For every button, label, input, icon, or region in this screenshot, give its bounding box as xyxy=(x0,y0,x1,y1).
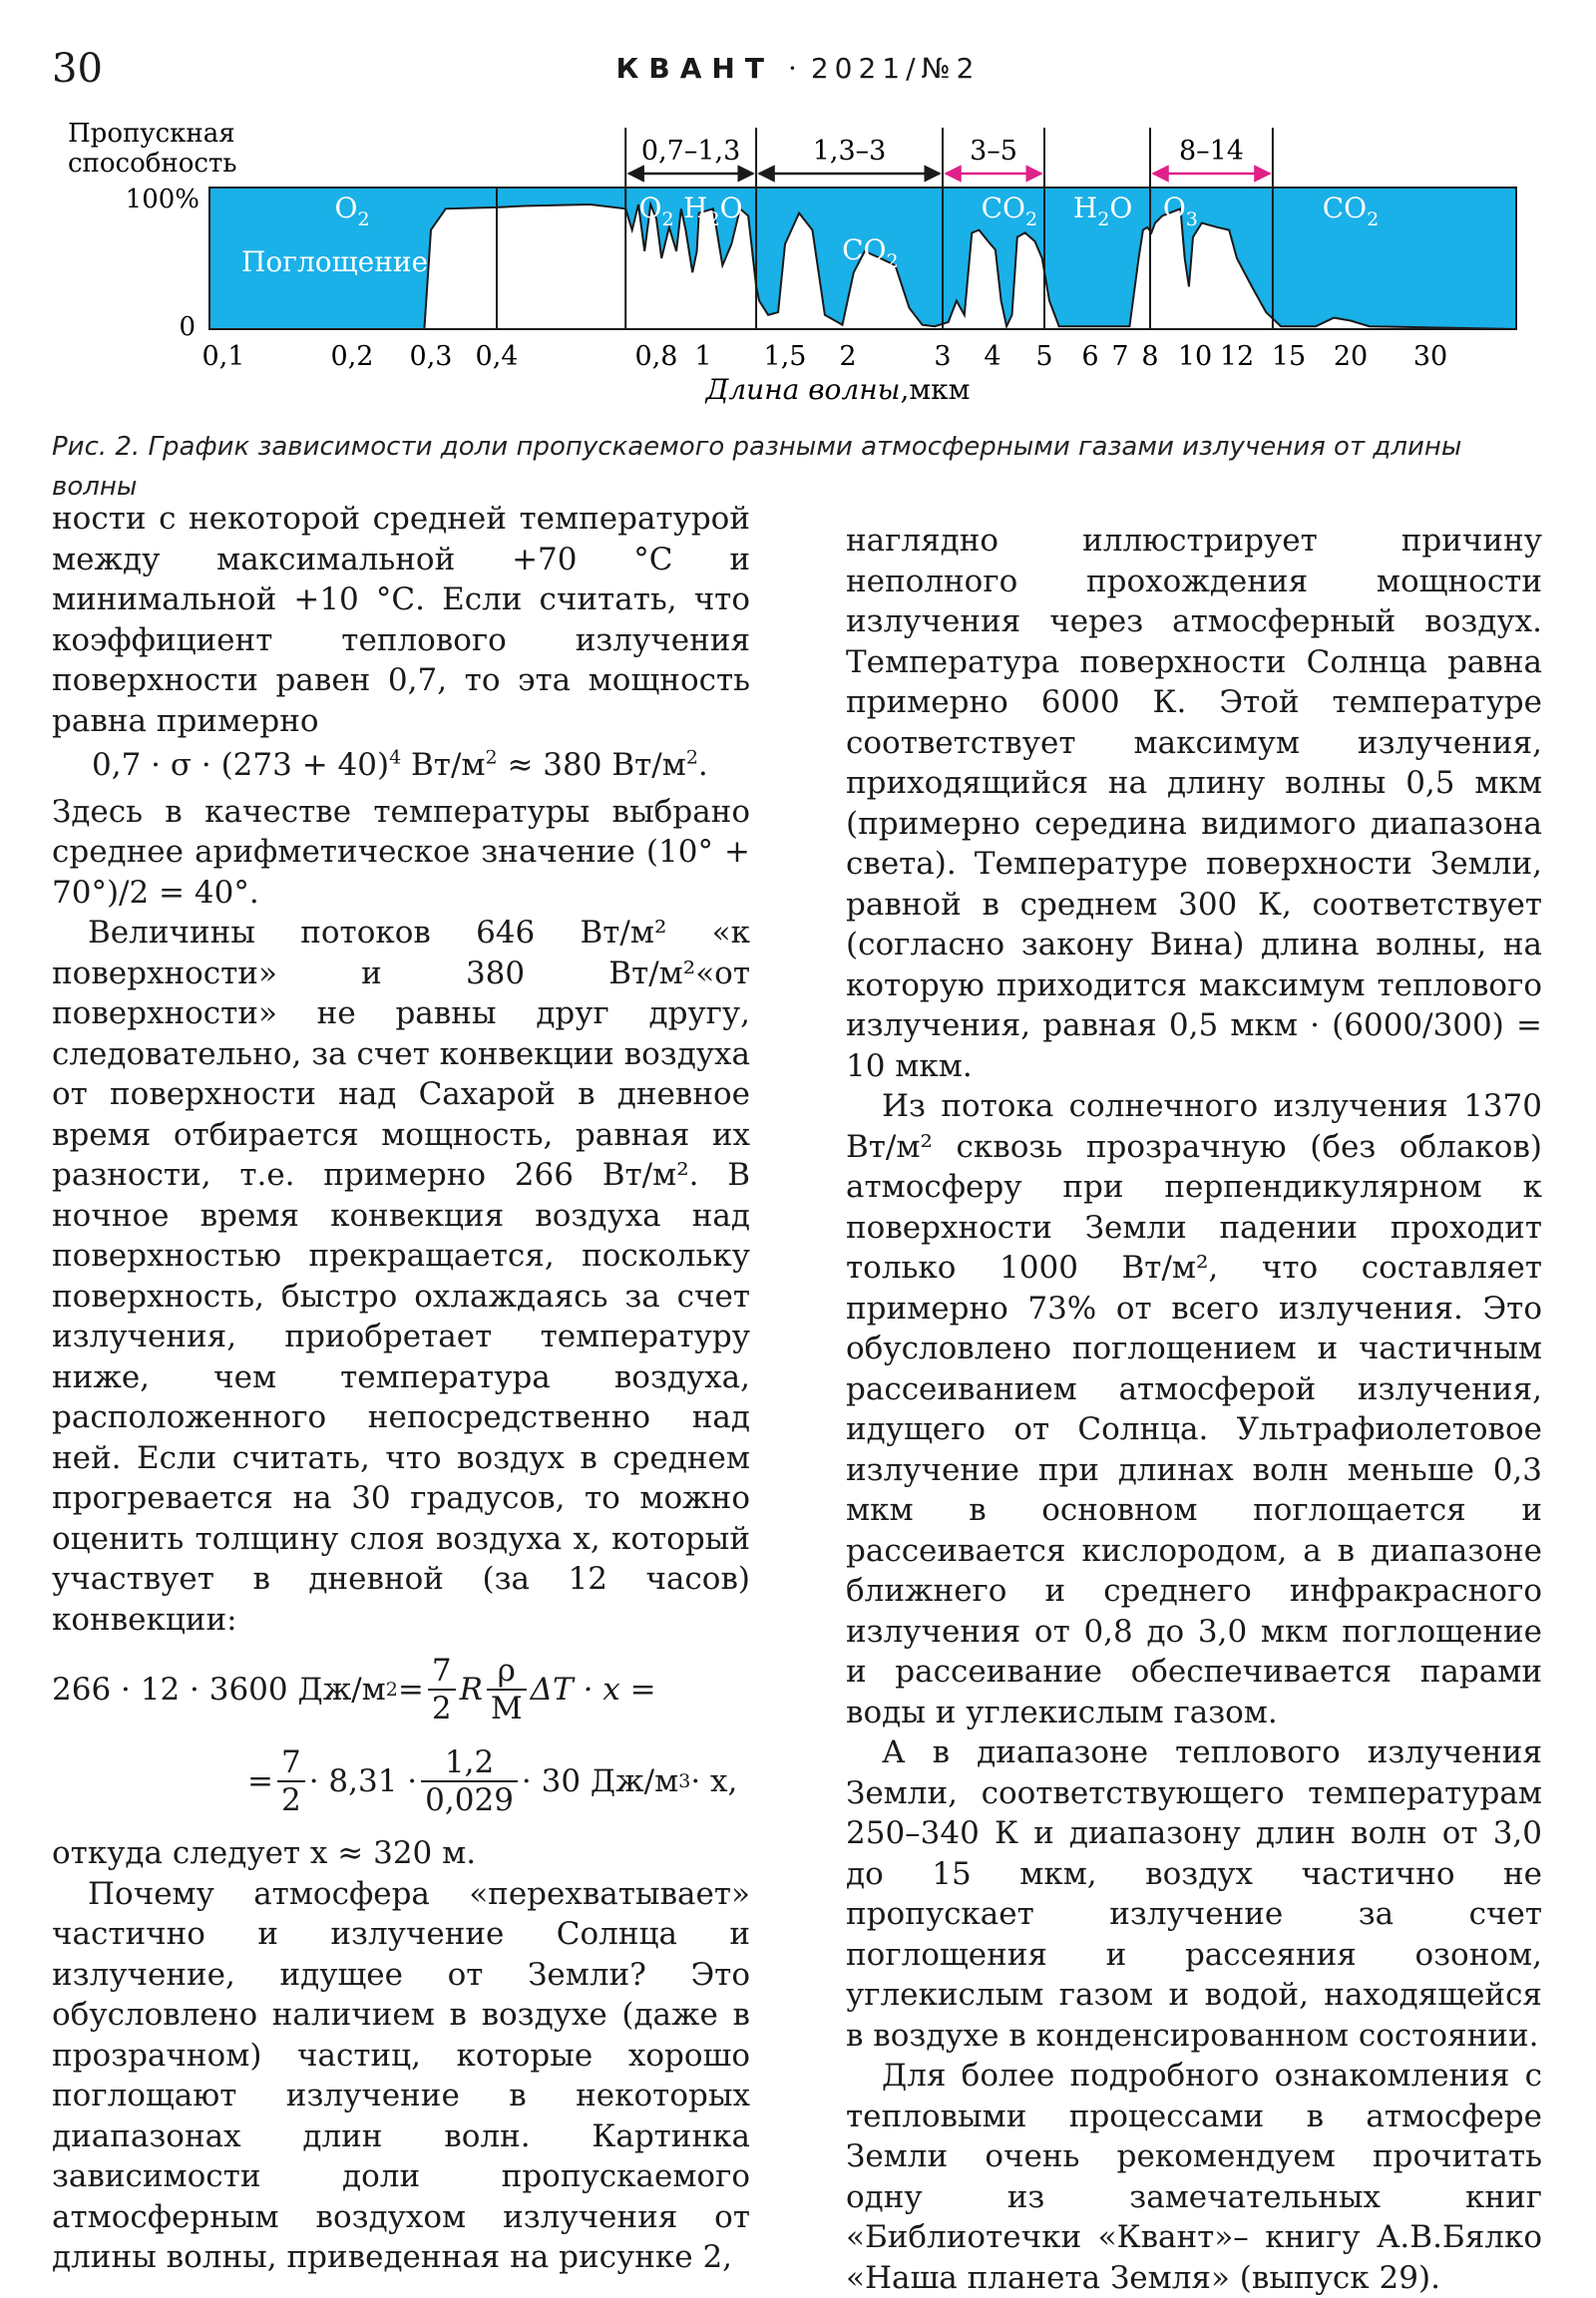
transmission-chart xyxy=(0,110,1596,419)
journal-issue: 2021/№2 xyxy=(810,52,981,85)
journal-name: КВАНТ xyxy=(615,52,774,85)
gas-label: $O_3$ xyxy=(1162,192,1198,230)
journal-title xyxy=(52,52,1544,85)
paragraph: ности с некоторой средней температурой между максимальной +70 °С и минимальной +10 °С. Если считать, что коэффициент теплового излучения поверхности равен 0,7, то эта мощность равна примерно xyxy=(52,501,750,739)
gas-label: $H_2O$ xyxy=(683,192,743,230)
x-axis-label xyxy=(704,373,971,406)
gas-label: $O_2$ xyxy=(638,192,674,230)
x-tick-label: 1,5 xyxy=(763,341,807,372)
x-tick-label: 0,3 xyxy=(409,341,453,372)
paragraph: Почему атмосфера «перехватывает» частично и излучение Солнца и излучение, идущее от Земли? Это обусловлено наличием в воздухе (даже в прозрачном) частиц, которые хорошо поглощают излучение в некоторых диапазонах длин волн. Картинка зависимости доли пропускаемого атмосферным воздухом излучения от длины волны, приведенная на рисунке 2, xyxy=(52,1875,750,2275)
x-tick-label: 3 xyxy=(934,341,952,372)
y-axis-label-line2: способность xyxy=(68,149,237,179)
x-tick-label: 0,8 xyxy=(634,341,678,372)
x-tick-label: 0,1 xyxy=(201,341,245,372)
paragraph: А в диапазоне теплового излучения Земли, соответствующего температурам 250–340 К и диапазону длин волн от 3,0 до 15 мкм, воздух частично не пропускает излучение за счет поглощения и рассеяния озоном, углекислым газом и водой, находящейся в воздухе в конденсированном состоянии. xyxy=(846,1734,1542,2054)
x-axis-label-unit: ,мкм xyxy=(900,373,971,406)
x-tick-label: 20 xyxy=(1333,341,1369,372)
x-tick-label: 10 xyxy=(1177,341,1213,372)
gas-label: $H_2O$ xyxy=(1072,192,1133,230)
x-tick-label: 2 xyxy=(839,341,857,372)
gas-label: $CO_2$ xyxy=(981,192,1038,230)
paragraph: наглядно иллюстрирует причину неполного прохождения мощности излучения через атмосферный воздух. Температура поверхности Солнца равна примерно 6000 К. Этой температуре соответствует максимум излучения, приходящийся на длину волны 0,5 мкм (примерно середина видимого диапазона света). Температуре поверхности Земли, равной в среднем 300 К, соответствует (согласно закону Вина) длина волны, на которую приходится максимум теплового излучения, равная 0,5 мкм · (6000/300) = 10 мкм. xyxy=(846,523,1542,1084)
formula-radiation-power: $0,7 \cdot \sigma \cdot (273 + 40)^4$ $Вт/м^2 \approx 380$ $Вт/м^2$. xyxy=(92,746,708,783)
x-tick-label: 7 xyxy=(1111,341,1129,372)
x-tick-label: 0,4 xyxy=(475,341,519,372)
formula-line-2: = $\frac{7}{2}$ · 8,31 · $\frac{1,2}{0,029}$ · 30 Дж/м 3 · x, xyxy=(247,1744,738,1818)
formula-convection xyxy=(52,1644,750,1827)
y-tick-0: 0 xyxy=(179,312,196,342)
range-label: 1,3–3 xyxy=(812,136,887,167)
paragraph: Величины потоков 646 Вт/м² «к поверхности» и 380 Вт/м²«от поверхности» не равны друг другу, следовательно, за счет конвекции воздуха от поверхности над Сахарой в дневное время отбирается мощность, равная их разности, т.е. примерно 266 Вт/м². В ночное время конвекция воздуха над поверхностью прекращается, поскольку поверхность, быстро охлаждаясь за счет излучения, приобретает температуру ниже, чем температура воздуха, расположенного непосредственно над ней. Если считать, что воздух в среднем прогревается на 30 градусов, то можно оценить толщину слоя воздуха x, который участвует в дневной (за 12 часов) конвекции: xyxy=(52,915,750,1638)
x-tick-label: 5 xyxy=(1035,341,1053,372)
gas-label: $CO_2$ xyxy=(842,233,899,272)
x-tick-label: 15 xyxy=(1271,341,1307,372)
range-label: 0,7–1,3 xyxy=(640,136,741,167)
x-tick-label: 12 xyxy=(1219,341,1255,372)
page-header xyxy=(52,46,1544,96)
x-tick-label: 0,2 xyxy=(330,341,374,372)
header-separator: · xyxy=(787,52,797,85)
formula-line-1: 266 · 12 · 3600 Дж/м 2 = $\frac{7}{2}$ R $\frac{\rho}{M}$ ΔT · x = xyxy=(52,1653,656,1726)
x-tick-label: 6 xyxy=(1081,341,1099,372)
x-axis-label-text: Длина волны xyxy=(705,373,901,406)
absorption-label: Поглощение xyxy=(241,245,429,278)
left-column xyxy=(52,499,750,2278)
paragraph: Для более подробного ознакомления с тепловыми процессами в атмосфере Земли очень рекомендуем прочитать одну из замечательных книг «Библиотечки «Квант»– книгу А.В.Бялко «Наша планета Земля» (выпуск 29). xyxy=(846,2058,1542,2296)
x-tick-label: 1 xyxy=(694,341,712,372)
figure-caption: Рис. 2. График зависимости доли пропускаемого разными атмосферными газами излучения от длины волны xyxy=(52,432,1462,502)
paragraph: Из потока солнечного излучения 1370 Вт/м² сквозь прозрачную (без облаков) атмосферу при перпендикулярном к поверхности Земли падении проходит только 1000 Вт/м², что составляет примерно 73% от всего излучения. Это обусловлено поглощением и частичным рассеиванием атмосферой излучения, идущего от Солнца. Ультрафиолетовое излучение при длинах волн меньше 0,3 мкм в основном поглощается и рассеивается кислородом, а в диапазоне ближнего и среднего инфракрасного излучения от 0,8 до 3,0 мкм поглощение и рассеивание обеспечивается парами воды и углекислым газом. xyxy=(846,1088,1542,1730)
x-tick-label: 30 xyxy=(1412,341,1448,372)
gas-label: $CO_2$ xyxy=(1322,192,1380,230)
wavelength-ranges xyxy=(628,136,1270,174)
right-column xyxy=(846,521,1542,2298)
gas-label: $O_2$ xyxy=(334,192,370,230)
paragraph: Здесь в качестве температуры выбрано среднее арифметическое значение (10° + 70°)/2 = 40°. xyxy=(52,793,750,911)
range-label: 8–14 xyxy=(1178,136,1244,167)
x-tick-label: 4 xyxy=(984,341,1001,372)
y-tick-100: 100% xyxy=(125,185,200,214)
range-label: 3–5 xyxy=(970,136,1017,167)
x-tick-label: 8 xyxy=(1141,341,1159,372)
x-axis-ticks xyxy=(202,341,1448,372)
page-number: 30 xyxy=(52,46,103,92)
y-axis-label-line1: Пропускная xyxy=(68,119,235,149)
paragraph: откуда следует x ≈ 320 м. xyxy=(52,1835,477,1871)
